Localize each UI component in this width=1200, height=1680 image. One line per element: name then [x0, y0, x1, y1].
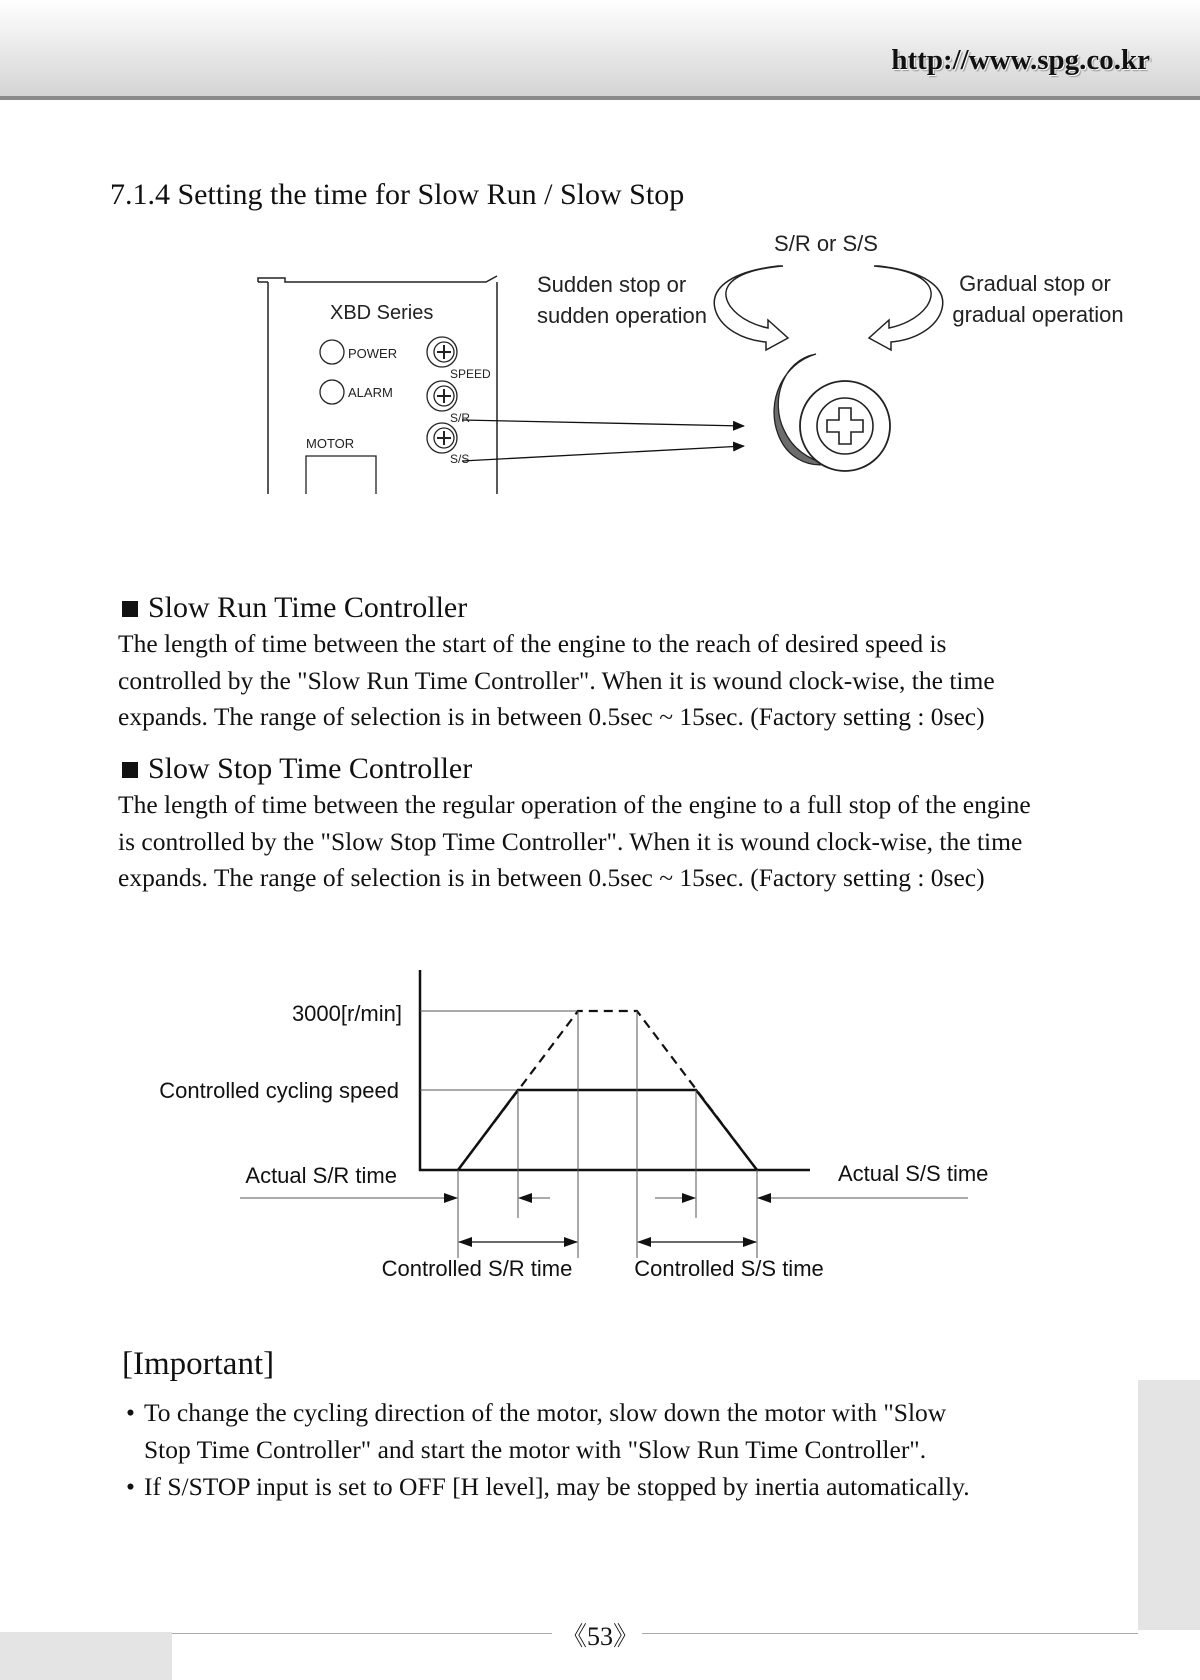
important-title: [Important] — [122, 1346, 275, 1382]
header-url: http://www.spg.co.kr — [891, 44, 1150, 76]
slow-run-section — [118, 590, 1118, 736]
actual-sr-label: Actual S/R time — [245, 1163, 397, 1188]
speed-trimmer — [427, 337, 457, 367]
power-label: POWER — [348, 346, 398, 361]
motor-label: MOTOR — [306, 436, 355, 451]
slow-stop-section — [118, 751, 1118, 897]
list-item: • If S/STOP input is set to OFF [H level], may be stopped by inertia automatically. — [126, 1468, 1126, 1505]
speed-label: SPEED — [450, 367, 491, 381]
important-list — [126, 1394, 1126, 1505]
alarm-label: ALARM — [348, 385, 393, 400]
slow-run-description: The length of time between the start of the engine to the reach of desired speed is controlled by the "Slow Run Time Controller". When it is wound clock-wise, the time expands. The range of selection is in between 0.5sec ~ 15sec. (Factory setting : 0sec) — [118, 629, 995, 731]
left-caption-2: sudden operation — [537, 303, 708, 328]
right-caption-1: Gradual stop or — [959, 271, 1111, 296]
right-caption-2: gradual operation — [952, 302, 1124, 327]
series-label: XBD Series — [330, 302, 434, 324]
alarm-led — [320, 380, 344, 404]
footer-block — [0, 1632, 172, 1680]
slow-stop-description: The length of time between the regular operation of the engine to a full stop of the engine is controlled by the "Slow Stop Time Controller". When it is wound clock-wise, the time expands. The range of selection is in between 0.5sec ~ 15sec. (Factory setting : 0sec) — [118, 790, 1031, 892]
section-title: 7.1.4 Setting the time for Slow Run / Slow Stop — [110, 178, 685, 211]
motor-connector — [306, 456, 376, 494]
list-item: • To change the cycling direction of the motor, slow down the motor with "Slow Stop Time Controller" and start the motor with "Slow Run Time Controller". — [126, 1394, 1126, 1468]
footer-rule — [172, 1633, 552, 1634]
power-led — [320, 340, 344, 364]
controlled-speed-label: Controlled cycling speed — [159, 1078, 399, 1103]
ss-leader-arrow — [462, 446, 744, 461]
ss-label: S/S — [450, 452, 470, 466]
left-caption-1: Sudden stop or — [537, 272, 687, 297]
sr-leader-arrow — [462, 420, 744, 426]
side-tab — [1138, 1380, 1200, 1630]
controlled-sr-label: Controlled S/R time — [381, 1256, 573, 1281]
dial-title: S/R or S/S — [774, 231, 878, 256]
max-speed-label: 3000[r/min] — [291, 1001, 402, 1026]
sr-trimmer — [427, 381, 457, 411]
trimmer-dial-icon — [774, 354, 890, 471]
square-bullet-icon — [122, 762, 138, 778]
cw-arrow-icon — [869, 266, 943, 350]
slow-run-title: Slow Run Time Controller — [118, 590, 1118, 626]
page-number: 《53》 — [560, 1622, 639, 1651]
sr-label: S/R — [450, 411, 471, 425]
controlled-ss-label: Controlled S/S time — [634, 1256, 824, 1281]
slow-stop-title: Slow Stop Time Controller — [118, 751, 1118, 787]
device-figure — [0, 220, 1200, 520]
footer-rule — [642, 1633, 1138, 1634]
page-header — [0, 0, 1200, 100]
square-bullet-icon — [122, 601, 138, 617]
timing-diagram — [0, 960, 1200, 1300]
ccw-arrow-icon — [714, 266, 788, 350]
ss-trimmer — [427, 423, 457, 453]
actual-ss-label: Actual S/S time — [838, 1161, 989, 1186]
controlled-speed-profile — [458, 1090, 757, 1170]
